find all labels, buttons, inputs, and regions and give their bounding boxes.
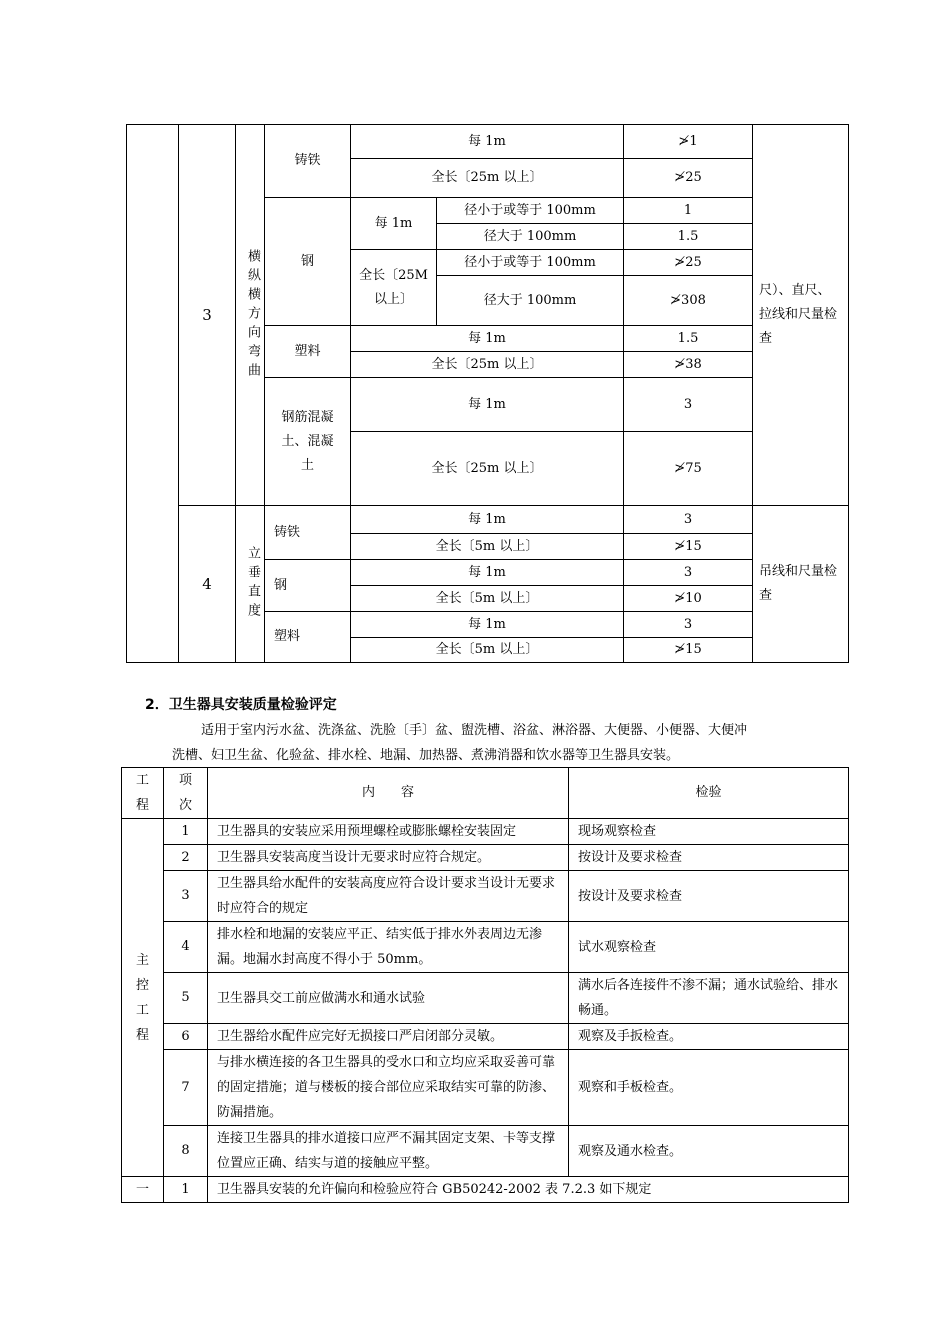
header-content: 内 容 [208,768,569,819]
item-no: 4 [164,922,208,973]
value-cell: ≯15 [624,638,753,663]
header-check: 检验 [569,768,849,819]
label-cell: 全长〔25m 以上〕 [351,432,624,506]
item-content: 卫生器具的安装应采用预埋螺栓或膨胀螺栓安装固定 [208,819,569,845]
item-content: 连接卫生器具的排水道接口应严不漏其固定支架、卡等支撑位置应正确、结实与道的接触应平整。 [208,1126,569,1177]
label-cell: 每 1m [351,326,624,352]
label-cell: 全长〔5m 以上〕 [351,534,624,560]
value-cell: 1.5 [624,224,753,250]
value-cell: 3 [624,378,753,432]
value-cell: ≯15 [624,534,753,560]
item-content: 卫生器具安装的允许偏向和检验应符合 GB50242-2002 表 7.2.3 如下规定 [208,1177,849,1203]
label-cell: 每 1m [351,560,624,586]
item-check: 按设计及要求检查 [569,845,849,871]
row3-inspect: 尺）、直尺、拉线和尺量检查 [753,125,849,506]
item-no: 1 [164,819,208,845]
concrete-label: 钢筋混凝土、混凝土 [265,378,351,506]
label-cell: 每 1m [351,506,624,534]
label-cell: 径大于 100mm [437,276,624,326]
steel-full-len: 全长〔25M 以上〕 [351,250,437,326]
label-cell: 径大于 100mm [437,224,624,250]
label-cell: 全长〔25m 以上〕 [351,159,624,198]
tolerance-table [126,124,849,663]
general-label: 一 [122,1177,164,1203]
value-cell: 1.5 [624,326,753,352]
item-check: 满水后各连接件不渗不漏；通水试验给、排水畅通。 [569,973,849,1024]
steel-label: 钢 [265,198,351,326]
item-no: 6 [164,1024,208,1050]
item-no: 1 [164,1177,208,1203]
item-no: 3 [164,871,208,922]
sanitary-table [121,767,849,1203]
value-cell: ≯38 [624,352,753,378]
blank-cell [127,125,179,663]
item-check: 现场观察检查 [569,819,849,845]
item-check: 观察及通水检查。 [569,1126,849,1177]
item-content: 卫生器给水配件应完好无损接口严启闭部分灵敏。 [208,1024,569,1050]
row4-item: 立垂直度 [236,506,265,663]
label-cell: 每 1m [351,125,624,159]
value-cell: ≯308 [624,276,753,326]
intro-line-2: 洗槽、妇卫生盆、化验盆、排水栓、地漏、加热器、煮沸消器和饮水器等卫生器具安装。 [172,748,680,763]
label-cell: 径小于或等于 100mm [437,198,624,224]
item-content: 卫生器具给水配件的安装高度应符合设计要求当设计无要求时应符合的规定 [208,871,569,922]
row4-num: 4 [179,506,236,663]
row4-inspect: 吊线和尺量检查 [753,506,849,663]
value-cell: 3 [624,612,753,638]
item-check: 试水观察检查 [569,922,849,973]
label-cell: 每 1m [351,612,624,638]
item-check: 观察及手扳检查。 [569,1024,849,1050]
value-cell: 1 [624,198,753,224]
group-main-control: 主控工程 [122,819,164,1177]
section-title: 2．卫生器具安装质量检验评定 [145,697,337,713]
item-check: 观察和手板检查。 [569,1050,849,1126]
value-cell: ≯10 [624,586,753,612]
label-cell: 全长〔5m 以上〕 [351,586,624,612]
cast-iron-label: 铸铁 [265,125,351,198]
label-cell: 每 1m [351,378,624,432]
label-cell: 全长〔25m 以上〕 [351,352,624,378]
item-no: 8 [164,1126,208,1177]
steel-per-m: 每 1m [351,198,437,250]
plastic-label: 塑料 [265,326,351,378]
item-no: 5 [164,973,208,1024]
row3-num: 3 [179,125,236,506]
value-cell: ≯75 [624,432,753,506]
label-cell: 径小于或等于 100mm [437,250,624,276]
value-cell: 3 [624,506,753,534]
item-content: 与排水横连接的各卫生器具的受水口和立均应采取妥善可靠的固定措施；道与楼板的接合部位应采取结实可靠的防渗、防漏措施。 [208,1050,569,1126]
header-item-no: 项次 [164,768,208,819]
value-cell: ≯1 [624,125,753,159]
row3-item: 横纵横方向弯曲 [236,125,265,506]
item-no: 7 [164,1050,208,1126]
cast-iron-label: 铸铁 [265,506,351,560]
value-cell: 3 [624,560,753,586]
item-check: 按设计及要求检查 [569,871,849,922]
label-cell: 全长〔5m 以上〕 [351,638,624,663]
plastic-label: 塑料 [265,612,351,663]
item-content: 排水栓和地漏的安装应平正、结实低于排水外表周边无渗漏。地漏水封高度不得小于 50mm。 [208,922,569,973]
steel-label: 钢 [265,560,351,612]
value-cell: ≯25 [624,159,753,198]
item-content: 卫生器具交工前应做满水和通水试验 [208,973,569,1024]
item-content: 卫生器具安装高度当设计无要求时应符合规定。 [208,845,569,871]
item-no: 2 [164,845,208,871]
intro-line-1: 适用于室内污水盆、洗涤盆、洗脸〔手〕盆、盥洗槽、浴盆、淋浴器、大便器、小便器、大便冲 [201,723,748,738]
value-cell: ≯25 [624,250,753,276]
header-project: 工程 [122,768,164,819]
